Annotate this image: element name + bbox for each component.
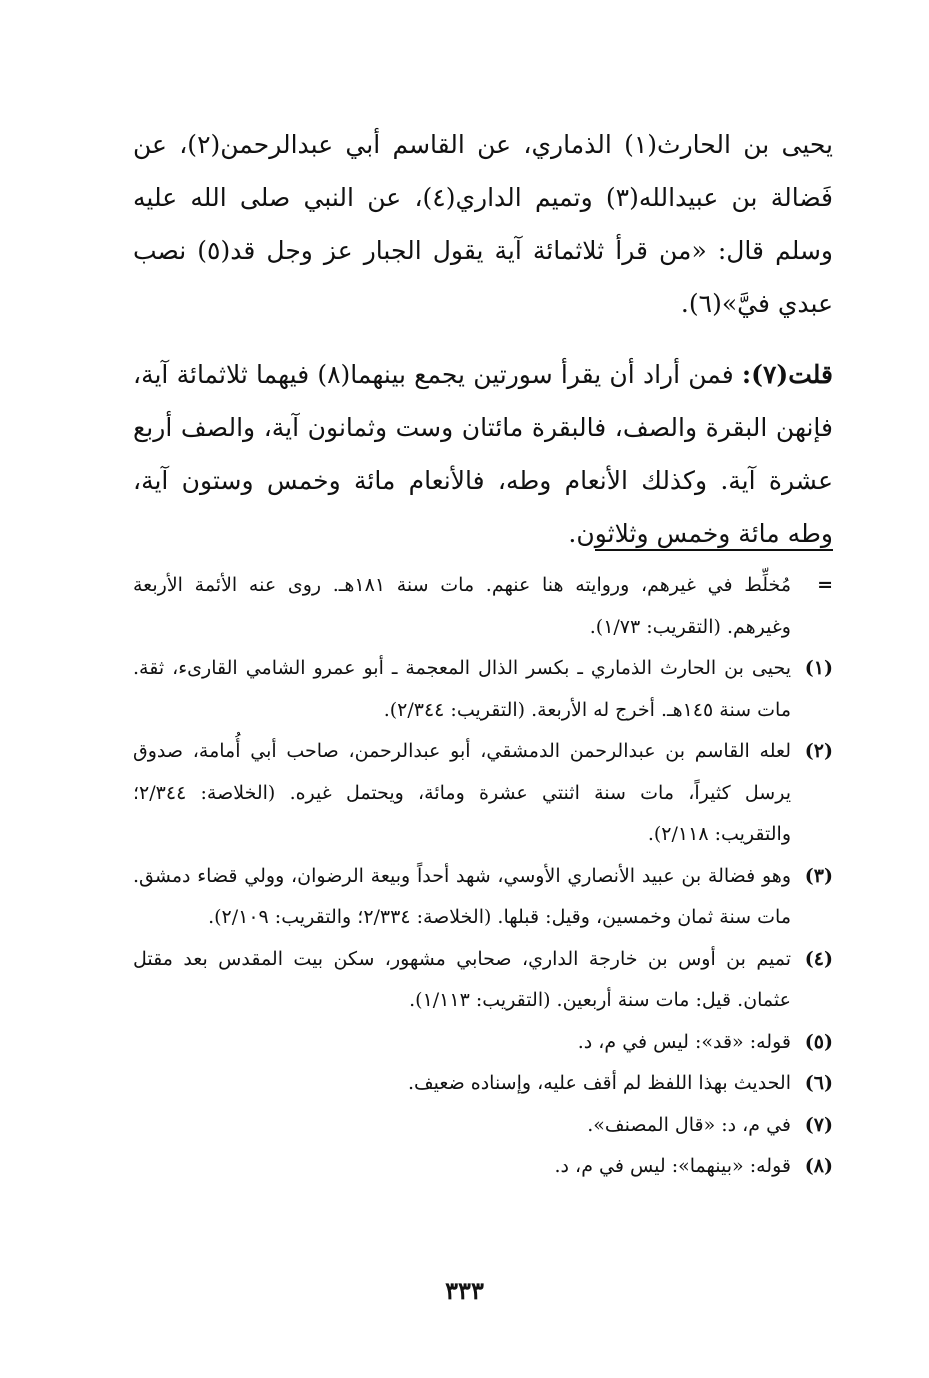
footnote-number: (٦) [804, 1072, 833, 1094]
footnote-number: (١) [804, 657, 833, 679]
footnote-text: قوله: «بينهما»: ليس في م، د. [554, 1155, 791, 1177]
footnote-7 [133, 1105, 833, 1147]
paragraph-hadith: يحيى بن الحارث(١) الذماري، عن القاسم أبي عبدالرحمن(٢)، عن فَضالة بن عبيدالله(٣) وتميم الداري(٤)، عن النبي صلى الله عليه وسلم قال: «من قرأ ثلاثمائة آية يقول الجبار عز وجل قد(٥) نصب عبدي فيَّ»(٦). [133, 130, 834, 318]
footnote-number: (٤) [804, 947, 833, 970]
footnote-text: الحديث بهذا اللفظ لم أقف عليه، وإسناده ضعيف. [407, 1072, 791, 1094]
footnote-1 [133, 648, 833, 731]
page-number: ٣٣٣ [445, 1276, 484, 1305]
footnote-continuation [133, 565, 833, 648]
footnote-text: تميم بن أوس بن خارجة الداري، صحابي مشهور، سكن بيت المقدس بعد مقتل عثمان. قيل: مات سنة أربعين. (التقريب: ١/١١٣). [133, 947, 791, 1011]
footnote-text: مُخلِّط في غيرهم، وروايته هنا عنهم. مات سنة ١٨١هـ. روى عنه الأئمة الأربعة وغيرهم. (التقريب: ١/٧٣). [133, 574, 791, 638]
footnote-number: (٥) [804, 1030, 833, 1053]
footnote-4 [133, 939, 833, 1022]
footnote-number: (٨) [804, 1155, 833, 1177]
footnote-text: يحيى بن الحارث الذماري ـ بكسر الذال المعجمة ـ أبو عمرو الشامي القارىء، ثقة. مات سنة ١٤٥هـ. أخرج له الأربعة. (التقريب: ٢/٣٤٤). [133, 657, 791, 721]
footnote-text: في م، د: «قال المصنف». [587, 1113, 791, 1136]
author-comment-lead: قلت(٧): [741, 360, 833, 389]
footnote-text: قوله: «قد»: ليس في م، د. [577, 1030, 791, 1053]
footnote-8 [133, 1146, 833, 1188]
footnote-marker: = [817, 574, 833, 596]
author-comment-body: فمن أراد أن يقرأ سورتين يجمع بينهما(٨) فيهما ثلاثمائة آية، فإنهن البقرة والصف، فالبقرة مائتان وست وثمانون آية، والصف أربع عشرة آية. وكذلك الأنعام وطه، فالأنعام مائة وخمس وستون آية، وطه مائة وخمس وثلاثون. [133, 360, 833, 548]
footnote-number: (٢) [804, 740, 833, 762]
footnote-3 [133, 856, 833, 939]
footnote-5 [133, 1022, 833, 1064]
footnotes [133, 565, 833, 1188]
footnote-6 [133, 1063, 833, 1105]
footnote-text: وهو فضالة بن عبيد الأنصاري الأوسي، شهد أحداً وبيعة الرضوان، وولي قضاء دمشق. مات سنة ثمان وخمسين، وقيل: قبلها. (الخلاصة: ٢/٣٣٤؛ والتقريب: ٢/١٠٩). [133, 864, 791, 928]
main-text [133, 118, 833, 560]
footnote-number: (٣) [804, 864, 833, 887]
paragraph-author-comment [133, 348, 833, 560]
footnote-separator [595, 549, 833, 551]
footnote-number: (٧) [804, 1113, 833, 1136]
footnote-2 [133, 731, 833, 856]
footnote-text: لعله القاسم بن عبدالرحمن الدمشقي، أبو عبدالرحمن، صاحب أبي أُمامة، صدوق يرسل كثيراً، مات سنة اثنتي عشرة ومائة، ويحتمل غيره. (الخلاصة: ٢/٣٤٤؛ والتقريب: ٢/١١٨). [133, 740, 791, 845]
